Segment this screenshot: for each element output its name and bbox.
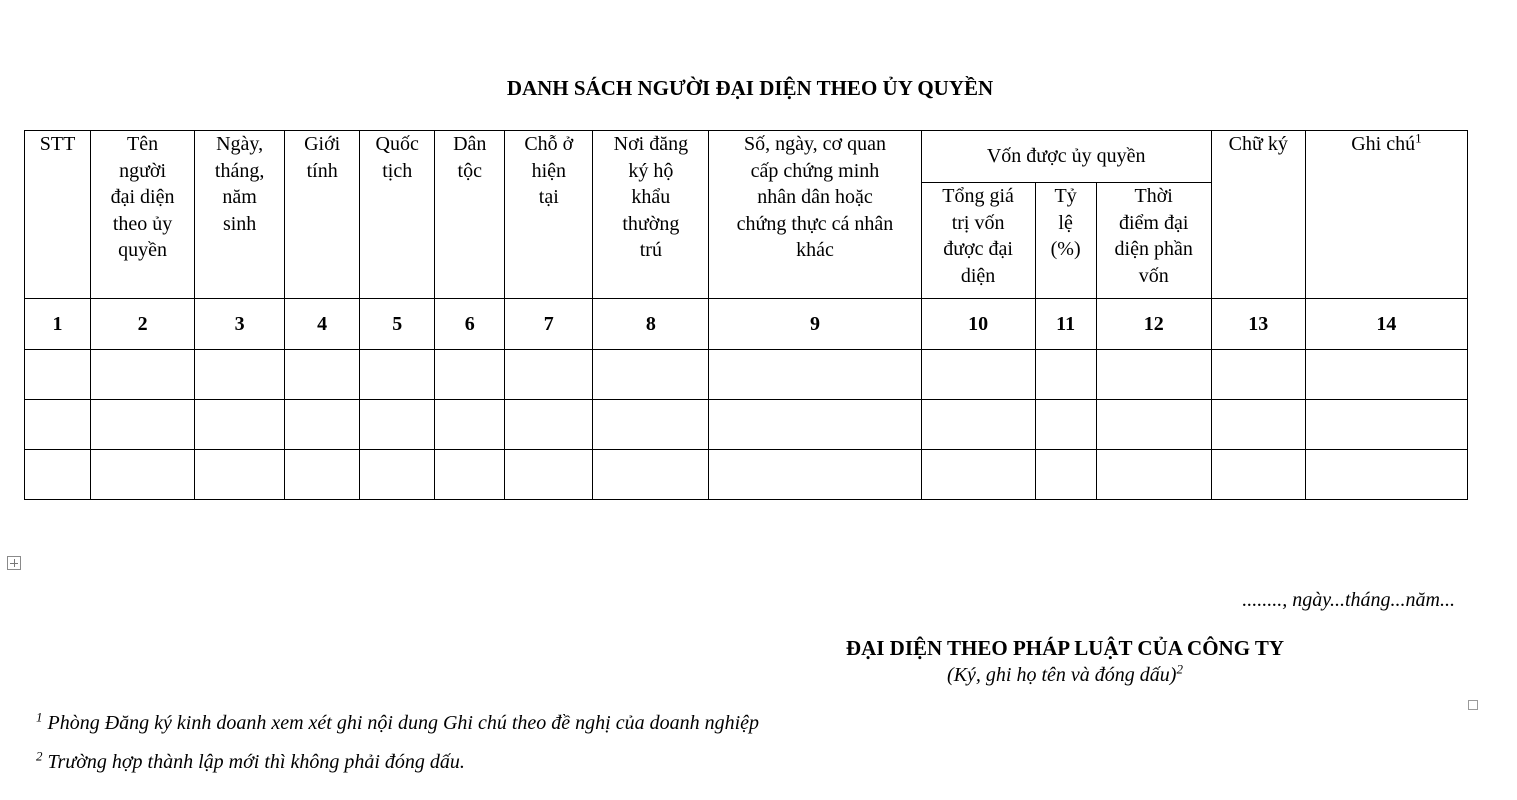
table-cell[interactable]	[505, 350, 593, 400]
table-cell[interactable]	[1305, 450, 1467, 500]
header-cho-o	[505, 131, 593, 299]
table-cell[interactable]	[1211, 350, 1305, 400]
header-gioi-tinh-line: tính	[306, 159, 338, 182]
header-cho-o-line: hiện	[531, 159, 567, 182]
header-gioi-tinh	[285, 131, 360, 299]
header-ngay-sinh-line: năm	[222, 186, 257, 208]
table-cell[interactable]	[1035, 450, 1096, 500]
footnote-ref: 1	[1415, 130, 1422, 146]
footnote-text: Trường hợp thành lập mới thì không phải đóng dấu.	[47, 751, 465, 773]
signature-note	[820, 661, 1310, 687]
table-cell[interactable]	[1305, 350, 1467, 400]
signature-block	[820, 636, 1310, 687]
header-ty-le-line: Tỷ	[1054, 185, 1077, 207]
footnote-number: 2	[36, 748, 43, 764]
table-cell[interactable]	[195, 400, 285, 450]
table-cell[interactable]	[195, 350, 285, 400]
header-giay-to	[709, 131, 921, 299]
header-tong-gia-tri-line: Tổng giá	[942, 185, 1014, 207]
table-cell[interactable]	[709, 350, 921, 400]
header-dan-toc-line: tộc	[457, 159, 482, 182]
table-cell[interactable]	[360, 350, 435, 400]
table-row	[25, 450, 1468, 500]
table-cell[interactable]	[593, 450, 709, 500]
header-row	[25, 131, 1468, 183]
column-number: 12	[1096, 299, 1211, 350]
header-quoc-tich-line: tịch	[382, 159, 413, 182]
header-noi-dang-ky-line: khẩu	[631, 186, 671, 208]
header-ten	[91, 131, 195, 299]
table-cell[interactable]	[593, 400, 709, 450]
table-cell[interactable]	[25, 450, 91, 500]
column-number: 3	[195, 299, 285, 350]
column-number: 2	[91, 299, 195, 350]
table-cell[interactable]	[1096, 350, 1211, 400]
header-ty-le-line: lệ	[1058, 211, 1073, 234]
header-giay-to-line: Số, ngày, cơ quan	[743, 133, 886, 155]
table-cell[interactable]	[505, 400, 593, 450]
date-line: ........, ngày...tháng...năm...	[1242, 589, 1455, 611]
table-cell[interactable]	[91, 350, 195, 400]
column-number: 5	[360, 299, 435, 350]
column-number-row	[25, 299, 1468, 350]
header-tong-gia-tri-line: trị vốn	[951, 211, 1005, 234]
table-cell[interactable]	[1035, 400, 1096, 450]
header-ngay-sinh-line: tháng,	[214, 159, 265, 182]
header-ten-line: quyền	[118, 239, 167, 261]
header-thoi-diem-line: vốn	[1138, 264, 1169, 287]
header-giay-to-line: khác	[796, 239, 834, 261]
header-ngay-sinh-line: Ngày,	[216, 133, 264, 155]
header-ngay-sinh	[195, 131, 285, 299]
header-noi-dang-ky-line: Nơi đăng	[613, 133, 689, 155]
footnote-2	[36, 748, 465, 774]
footnote-text: Phòng Đăng ký kinh doanh xem xét ghi nội dung Ghi chú theo đề nghị của doanh nghiệp	[47, 712, 760, 734]
column-number: 4	[285, 299, 360, 350]
representative-table	[24, 130, 1468, 500]
table-cell[interactable]	[91, 400, 195, 450]
table-cell[interactable]	[25, 350, 91, 400]
column-number: 14	[1305, 299, 1467, 350]
table-cell[interactable]	[195, 450, 285, 500]
table-cell[interactable]	[1211, 400, 1305, 450]
table-cell[interactable]	[285, 450, 360, 500]
header-tong-gia-tri	[921, 183, 1035, 299]
column-number: 1	[25, 299, 91, 350]
column-number: 8	[593, 299, 709, 350]
table-cell[interactable]	[91, 450, 195, 500]
column-number: 6	[435, 299, 505, 350]
table-cell[interactable]	[921, 450, 1035, 500]
header-thoi-diem-line: diện phần	[1114, 238, 1193, 260]
signature-title: ĐẠI DIỆN THEO PHÁP LUẬT CỦA CÔNG TY	[845, 636, 1285, 660]
header-thoi-diem-line: Thời	[1134, 185, 1173, 207]
header-chu-ky: Chữ ký	[1211, 131, 1305, 299]
table-cell[interactable]	[360, 400, 435, 450]
header-giay-to-line: chứng thực cá nhân	[736, 212, 894, 235]
header-noi-dang-ky-line: ký hộ	[628, 159, 674, 182]
header-gioi-tinh-line: Giới	[304, 133, 341, 155]
table-cell[interactable]	[25, 400, 91, 450]
header-ten-line: đại diện	[110, 186, 175, 208]
table-cell[interactable]	[709, 400, 921, 450]
header-giay-to-line: cấp chứng minh	[750, 159, 880, 182]
table-cell[interactable]	[435, 450, 505, 500]
table-move-handle-icon[interactable]	[7, 556, 21, 570]
footnote-ref: 2	[1176, 661, 1183, 677]
signature-note-text: (Ký, ghi họ tên và đóng dấu)	[947, 664, 1177, 686]
header-dan-toc	[435, 131, 505, 299]
document-title: DANH SÁCH NGƯỜI ĐẠI DIỆN THEO ỦY QUYỀN	[506, 76, 994, 100]
header-cho-o-line: Chỗ ở	[524, 133, 574, 155]
header-quoc-tich-line: Quốc	[375, 133, 419, 155]
header-von-group: Vốn được ủy quyền	[921, 131, 1211, 183]
table-cell[interactable]	[921, 350, 1035, 400]
table-cell[interactable]	[285, 350, 360, 400]
table-cell[interactable]	[360, 450, 435, 500]
table-cell[interactable]	[435, 350, 505, 400]
footnote-1	[36, 709, 760, 735]
header-dan-toc-line: Dân	[453, 133, 487, 155]
header-ten-line: Tên	[127, 133, 159, 155]
header-ngay-sinh-line: sinh	[222, 212, 257, 235]
table-row	[25, 350, 1468, 400]
header-cho-o-line: tại	[538, 186, 559, 208]
header-noi-dang-ky-line: trú	[639, 239, 662, 261]
table-cell[interactable]	[505, 450, 593, 500]
footnote-number: 1	[36, 709, 43, 725]
table-cell[interactable]	[285, 400, 360, 450]
header-ty-le-line: (%)	[1050, 238, 1081, 260]
header-tong-gia-tri-line: diện	[960, 264, 996, 287]
header-quoc-tich	[360, 131, 435, 299]
table-row	[25, 400, 1468, 450]
table-cell[interactable]	[1096, 400, 1211, 450]
table-cell[interactable]	[709, 450, 921, 500]
header-noi-dang-ky-line: thường	[622, 212, 680, 235]
column-number: 7	[505, 299, 593, 350]
column-number: 11	[1035, 299, 1096, 350]
header-thoi-diem-line: điểm đại	[1118, 211, 1189, 234]
column-number: 13	[1211, 299, 1305, 350]
header-noi-dang-ky	[593, 131, 709, 299]
header-tong-gia-tri-line: được đại	[943, 238, 1013, 260]
table-cell[interactable]	[435, 400, 505, 450]
header-ten-line: theo ủy	[112, 212, 173, 235]
table-cell[interactable]	[921, 400, 1035, 450]
table-cell[interactable]	[593, 350, 709, 400]
column-number: 10	[921, 299, 1035, 350]
table-cell[interactable]	[1305, 400, 1467, 450]
header-ghi-chu	[1305, 131, 1467, 299]
header-ty-le	[1035, 183, 1096, 299]
column-number: 9	[709, 299, 921, 350]
table-cell[interactable]	[1211, 450, 1305, 500]
header-ten-line: người	[119, 159, 167, 182]
header-thoi-diem	[1096, 183, 1211, 299]
table-cell[interactable]	[1035, 350, 1096, 400]
header-ghi-chu-label: Ghi chú	[1351, 133, 1416, 155]
header-giay-to-line: nhân dân hoặc	[757, 186, 873, 208]
cell-end-marker-icon	[1468, 700, 1478, 710]
table-cell[interactable]	[1096, 450, 1211, 500]
header-stt: STT	[25, 131, 91, 299]
